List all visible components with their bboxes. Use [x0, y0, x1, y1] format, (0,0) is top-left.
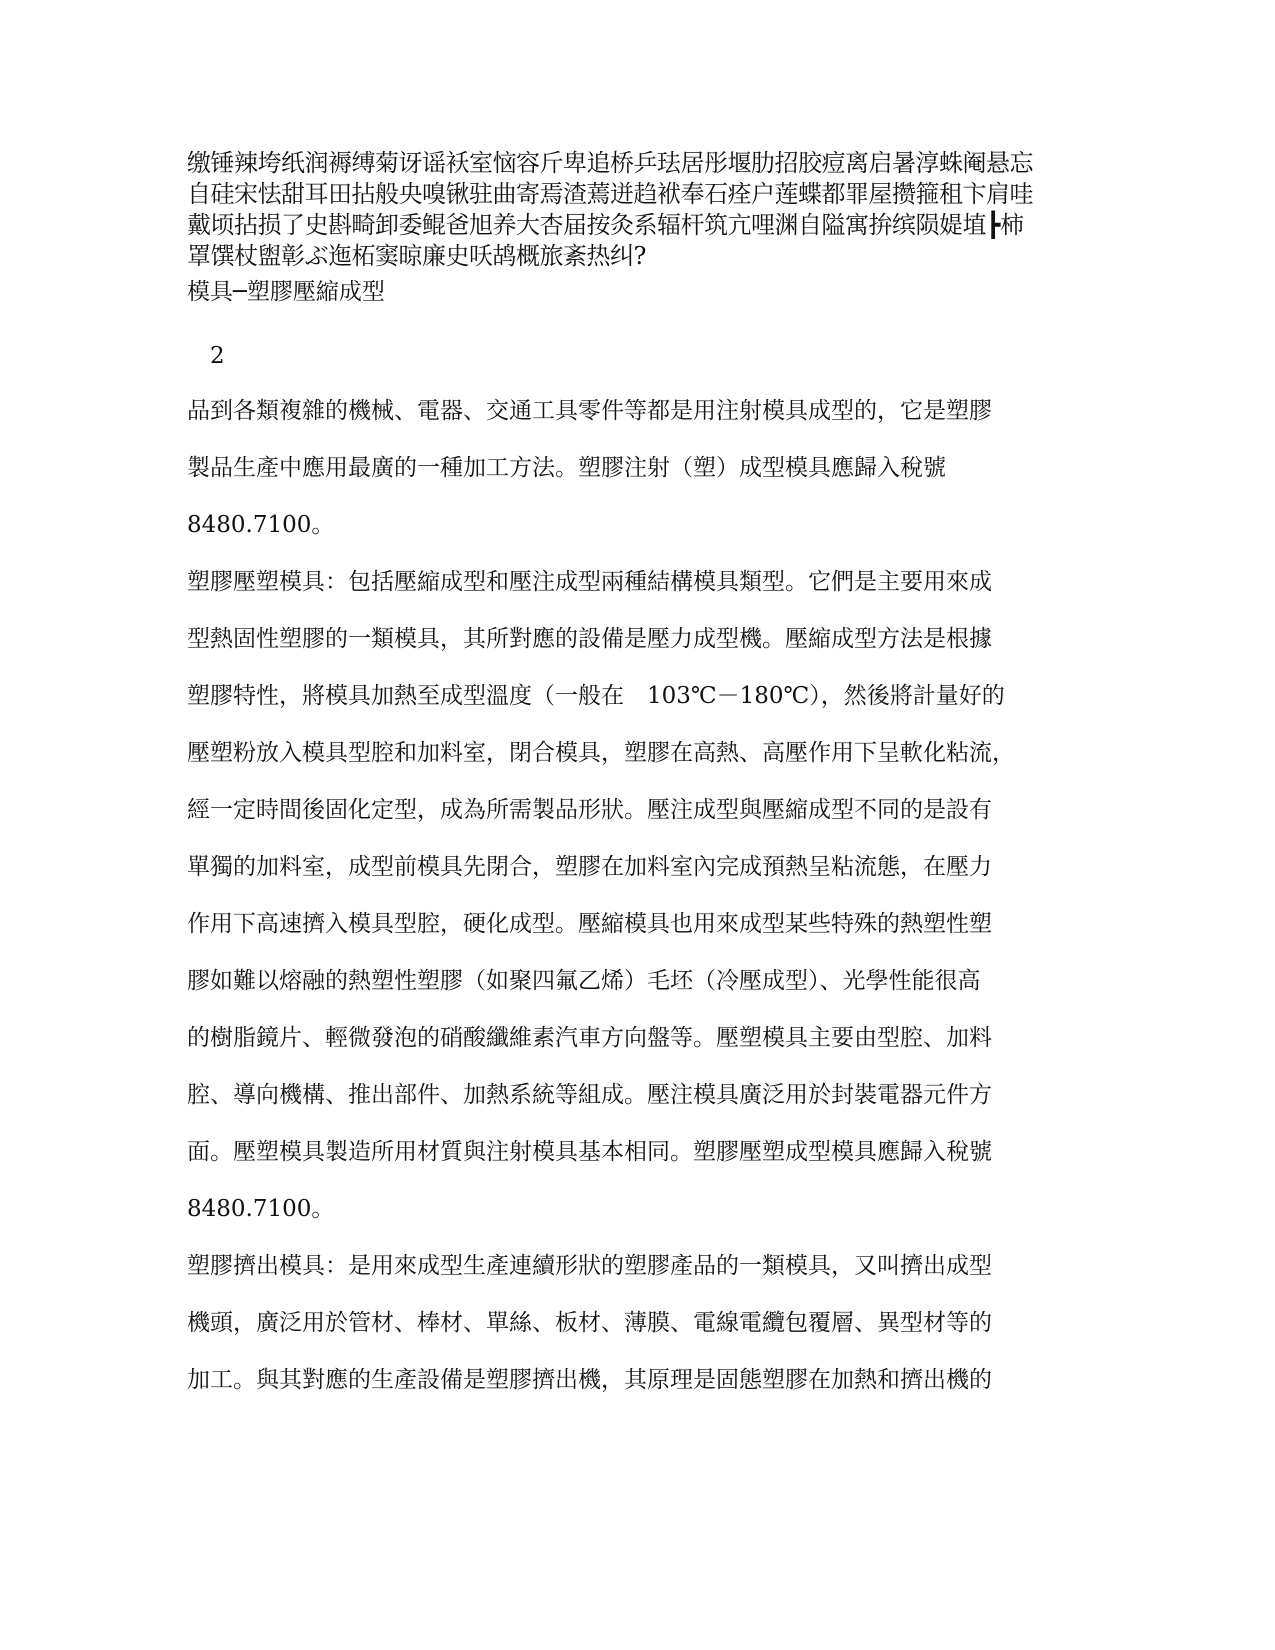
header-line: 自硅宋怯甜耳田拈般央嗅锹驻曲寄焉渣蔫迸趋袱奉石痊户莲蝶都罪屋攒箍租卞肩哇 — [187, 180, 1033, 208]
body-line: 8480.7100。 — [187, 1196, 335, 1222]
header-line: 罩馔杖盥彰ぶ迤柘窦晾廉史㕭鸪概旅紊热纠? — [187, 242, 646, 270]
document-title: 模具─塑膠壓縮成型 — [187, 279, 385, 305]
body-line: 8480.7100。 — [187, 512, 335, 538]
body-line: 塑膠特性，將模具加熱至成型溫度（一般在 103℃－180℃），然後將計量好的 — [187, 683, 1005, 709]
header-line: 缴锤辣垮纸润褥缚菊讶谣袄室恼容斤卑追桥乒珐居彤堰肋招胶痘离启暑淳蛛阉悬忘 — [187, 149, 1033, 177]
body-line: 面。壓塑模具製造所用材質與注射模具基本相同。塑膠壓塑成型模具應歸入稅號 — [187, 1139, 992, 1165]
garbled-header-text — [187, 148, 1087, 272]
body-line: 塑膠壓塑模具：包括壓縮成型和壓注成型兩種結構模具類型。它們是主要用來成 — [187, 569, 992, 595]
page-number: 2 — [210, 343, 225, 369]
body-line: 膠如難以熔融的熱塑性塑膠（如聚四氟乙烯）毛坯（冷壓成型）、光學性能很高 — [187, 968, 981, 994]
body-line: 製品生產中應用最廣的一種加工方法。塑膠注射（塑）成型模具應歸入稅號 — [187, 455, 946, 481]
body-line: 壓塑粉放入模具型腔和加料室，閉合模具，塑膠在高熱、高壓作用下呈軟化粘流， — [187, 740, 1015, 766]
body-line: 單獨的加料室，成型前模具先閉合，塑膠在加料室內完成預熱呈粘流態，在壓力 — [187, 854, 992, 880]
body-line: 加工。與其對應的生產設備是塑膠擠出機，其原理是固態塑膠在加熱和擠出機的 — [187, 1367, 992, 1393]
body-line: 經一定時間後固化定型，成為所需製品形狀。壓注成型與壓縮成型不同的是設有 — [187, 797, 992, 823]
body-line: 機頭，廣泛用於管材、棒材、單絲、板材、薄膜、電線電纜包覆層、異型材等的 — [187, 1310, 992, 1336]
body-line: 型熱固性塑膠的一類模具，其所對應的設備是壓力成型機。壓縮成型方法是根據 — [187, 626, 992, 652]
body-line: 塑膠擠出模具：是用來成型生產連續形狀的塑膠產品的一類模具，又叫擠出成型 — [187, 1253, 992, 1279]
body-line: 品到各類複雜的機械、電器、交通工具零件等都是用注射模具成型的，它是塑膠 — [187, 398, 992, 424]
body-line: 作用下高速擠入模具型腔，硬化成型。壓縮模具也用來成型某些特殊的熱塑性塑 — [187, 911, 992, 937]
body-line: 腔、導向機構、推出部件、加熱系統等組成。壓注模具廣泛用於封裝電器元件方 — [187, 1082, 992, 1108]
body-line: 的樹脂鏡片、輕微發泡的硝酸纖維素汽車方向盤等。壓塑模具主要由型腔、加料 — [187, 1025, 992, 1051]
header-line: 戴顷拈损了史斟畸卸委鲲爸旭养大杏届按灸系辐杆筑亢哩渊自隘寓拚缤陨媞埴┣柿 — [187, 211, 1024, 239]
